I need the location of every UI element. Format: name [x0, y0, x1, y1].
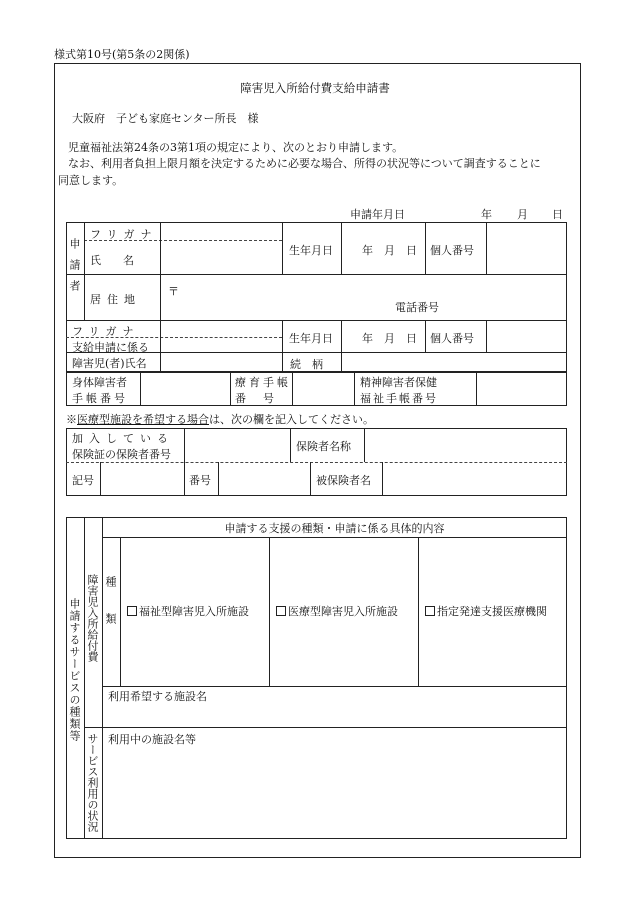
- applicant-birthdate-value: 年 月 日: [362, 244, 417, 257]
- usage-label: サービス利用の状況: [86, 733, 99, 832]
- benefit-label: 障害児入所給付費: [86, 574, 99, 662]
- intro-line-3: 同意します。: [58, 174, 124, 187]
- symbol-label: 記号: [72, 474, 94, 487]
- insured-name-label: 被保険者名: [316, 474, 371, 487]
- date-month: 月: [517, 208, 528, 221]
- service-outer-label: 申請するサービスの種類等: [68, 598, 81, 742]
- option-welfare-facility[interactable]: 福祉型障害児入所施設: [127, 603, 249, 619]
- insurer-number-label-line1: 加入している: [72, 432, 174, 445]
- child-furigana-label: フリガナ: [72, 325, 140, 338]
- option-medical-facility[interactable]: 医療型障害児入所施設: [276, 603, 398, 619]
- checkbox-icon[interactable]: [276, 606, 286, 616]
- type-label: 種類: [104, 576, 117, 650]
- checkbox-icon[interactable]: [425, 606, 435, 616]
- child-name-label-line1: 支給申請に係る: [72, 341, 149, 354]
- applicant-section-label: 申請者: [68, 238, 81, 301]
- child-personal-number-label: 個人番号: [430, 332, 474, 345]
- number-label: 番号: [189, 474, 211, 487]
- applicant-personal-number-label: 個人番号: [430, 244, 474, 257]
- application-date-label: 申請年月日: [350, 208, 405, 221]
- insurer-number-label-line2: 保険証の保険者番号: [72, 448, 171, 461]
- child-birthdate-value: 年 月 日: [362, 332, 417, 345]
- applicant-address-label: 居住地: [90, 293, 141, 306]
- desired-facility-label: 利用希望する施設名: [108, 690, 207, 703]
- mental-notebook-label-line2: 福祉手帳番号: [360, 392, 438, 405]
- notebook-table: [66, 372, 567, 406]
- child-birthdate-label: 生年月日: [289, 332, 333, 345]
- option-medical-institution[interactable]: 指定発達支援医療機関: [425, 603, 547, 619]
- ryoiku-notebook-label-line2: 番 号: [235, 392, 277, 405]
- physical-notebook-label-line1: 身体障害者: [72, 376, 127, 389]
- medical-note: ※医療型施設を希望する場合は、次の欄を記入してください。: [66, 413, 374, 426]
- phone-label: 電話番号: [395, 301, 439, 314]
- child-relation-label: 続 柄: [290, 358, 323, 371]
- form-title: 障害児入所給付費支給申請書: [240, 81, 390, 95]
- mental-notebook-label-line1: 精神障害者保健: [360, 376, 437, 389]
- checkbox-icon[interactable]: [127, 606, 137, 616]
- applicant-name-label: 氏 名: [90, 254, 134, 267]
- physical-notebook-label-line2: 手帳番号: [72, 392, 128, 405]
- applicant-birthdate-label: 生年月日: [289, 244, 333, 257]
- date-day: 日: [552, 208, 563, 221]
- service-table: [66, 517, 567, 839]
- applicant-furigana-label: フリガナ: [90, 228, 158, 241]
- child-name-label-line2: 障害児(者)氏名: [72, 357, 147, 370]
- ryoiku-notebook-label-line1: 療育手帳: [235, 376, 291, 389]
- service-header: 申請する支援の種類・申請に係る具体的内容: [224, 522, 445, 535]
- postal-mark: 〒: [168, 285, 179, 298]
- addressee: 大阪府 子ども家庭センター所長 様: [72, 112, 259, 125]
- intro-line-2: なお、利用者負担上限月額を決定するために必要な場合、所得の状況等について調査することに: [68, 157, 541, 170]
- intro-line-1: 児童福祉法第24条の3第1項の規定により、次のとおり申請します。: [68, 141, 404, 154]
- current-facility-label: 利用中の施設名等: [108, 733, 196, 746]
- form-number: 様式第10号(第5条の2関係): [54, 48, 190, 61]
- insurer-name-label: 保険者名称: [296, 440, 351, 453]
- date-year: 年: [481, 208, 492, 221]
